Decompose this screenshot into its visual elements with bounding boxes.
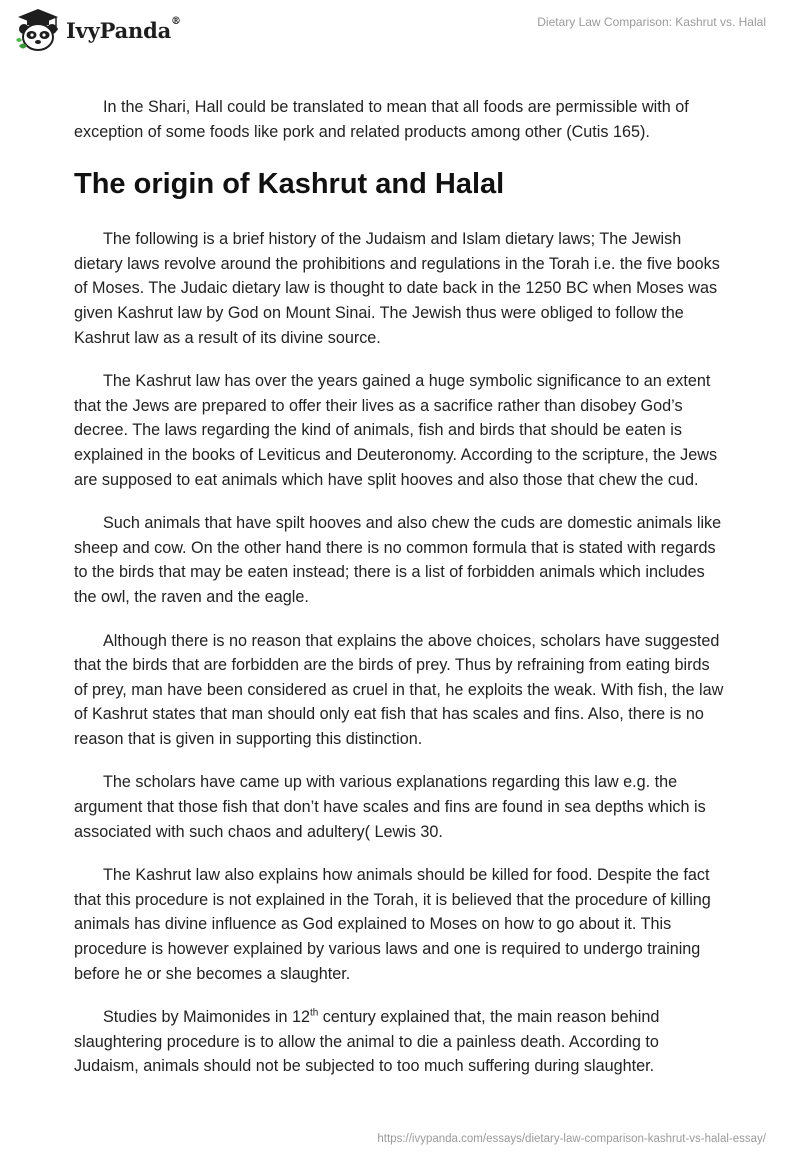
section-heading: The origin of Kashrut and Halal — [74, 168, 505, 201]
paragraph-text: Studies by Maimonides in 12 — [103, 1008, 310, 1027]
paragraph: The following is a brief history of the Judaism and Islam dietary laws; The Jewish dietary laws revolve around the prohibitions and regulations in the Torah i.e. the five books of Moses. The Judaic dietary law is thought to date back in the 1250 BC when Moses was given Kashrut law by God on Mount Sinai. The Jewish thus were obliged to follow the Kashrut law as a result of its divine source. — [74, 230, 720, 347]
document-title: Dietary Law Comparison: Kashrut vs. Halal — [537, 15, 766, 29]
source-url[interactable]: https://ivypanda.com/essays/dietary-law-comparison-kashrut-vs-halal-essay/ — [377, 1133, 766, 1145]
paragraph: The Kashrut law also explains how animals should be killed for food. Despite the fact that this procedure is not explained in the Torah, it is believed that the procedure of killing animals has divine influence as God explained to Moses on how to go about it. This procedure is however explained by various laws and one is required to undergo training before he or she becomes a slaughter. — [74, 866, 711, 983]
page-header — [0, 0, 800, 60]
ivypanda-logo[interactable] — [14, 6, 181, 54]
paragraph: Such animals that have spilt hooves and also chew the cuds are domestic animals like sheep and cow. On the other hand there is no common formula that is stated with regards to the birds that may be eaten instead; there is a list of forbidden animals which includes the owl, the raven and the eagle. — [74, 514, 722, 606]
paragraph-text: century explained that, the main reason behind slaughtering procedure is to allow the animal to die a painless death. According to Judaism, animals should not be subjected to too much suffering during slaughter. — [74, 1008, 660, 1076]
ordinal-suffix: th — [309, 1007, 319, 1019]
paragraph: In the Shari, Hall could be translated to mean that all foods are permissible with of exception of some foods like pork and related products among other (Cutis 165). — [74, 98, 689, 141]
essay-content — [74, 95, 726, 1098]
paragraph: Although there is no reason that explains the above choices, scholars have suggested that the birds that are forbidden are the birds of prey. Thus by refraining from eating birds of prey, man have been considered as cruel in that, he exploits the weak. With fish, the law of Kashrut states that man should only eat fish that has scales and fins. Also, there is no reason that is given in supporting this distinction. — [74, 631, 724, 748]
paragraph: The Kashrut law has over the years gained a huge symbolic significance to an extent that the Jews are prepared to offer their lives as a sacrifice rather than disobey God’s decree. The laws regarding the kind of animals, fish and birds that should be eaten is explained in the books of Leviticus and Deuteronomy. According to the scripture, the Jews are supposed to eat animals which have split hooves and also those that chew the cud. — [74, 372, 718, 489]
paragraph: The scholars have came up with various explanations regarding this law e.g. the argument that those fish that don’t have scales and fins are found in sea depths which is associated with such chaos and adultery( Lewis 30. — [74, 773, 706, 841]
logo-text: IvyPanda® — [66, 15, 181, 43]
panda-graduate-icon — [14, 6, 62, 54]
paragraph — [74, 1005, 726, 1079]
